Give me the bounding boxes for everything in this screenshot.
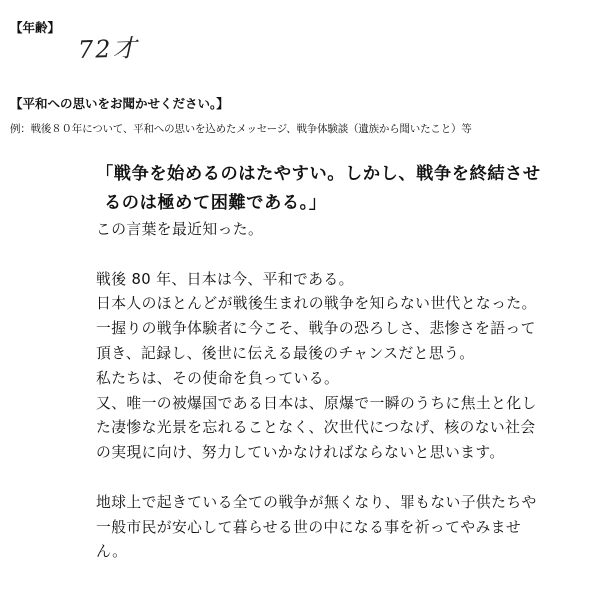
- message-line: 頂き、記録し、後世に伝える最後のチャンスだと思う。: [96, 344, 475, 362]
- paragraph-gap: [96, 243, 566, 268]
- message-line: 一般市民が安心して暮らせる世の中になる事を祈ってやみませ: [96, 518, 522, 536]
- paragraph-gap: [96, 466, 566, 491]
- age-answer-handwritten: 72才: [77, 33, 140, 65]
- message-line: 地球上で起きている全ての戦争が無くなり、罪もない子供たちや: [96, 493, 537, 511]
- message-line: 一握りの戦争体験者に今こそ、戦争の恐ろしさ、悲惨さを語って: [96, 320, 536, 338]
- message-line: 日本人のほとんどが戦後生まれの戦争を知らない世代となった。: [96, 295, 537, 313]
- message-line: 戦後 80 年、日本は今、平和である。: [96, 270, 354, 288]
- peace-question-label: 【平和への思いをお聞かせください。】: [10, 96, 229, 111]
- message-body: [96, 160, 566, 565]
- quote-line: るのは極めて困難である。」: [104, 193, 327, 213]
- message-line: 又、唯一の被爆国である日本は、原爆で一瞬のうちに焦土と化し: [96, 394, 537, 412]
- message-line: の実現に向け、努力していかなければならないと思います。: [96, 444, 505, 462]
- message-line: た凄惨な光景を忘れることなく、次世代につなげ、核のない社会: [96, 419, 536, 437]
- message-line: 私たちは、その使命を負っている。: [96, 369, 340, 387]
- age-label: 【年齢】: [10, 20, 61, 35]
- message-line: ん。: [96, 543, 128, 561]
- message-line: この言葉を最近知った。: [96, 221, 264, 238]
- quote-line: 「戦争を始めるのはたやすい。しかし、戦争を終結させ: [96, 164, 541, 184]
- example-note: 例：戦後８０年について、平和への思いを込めたメッセージ、戦争体験談（遺族から聞いたこと）等: [10, 123, 472, 135]
